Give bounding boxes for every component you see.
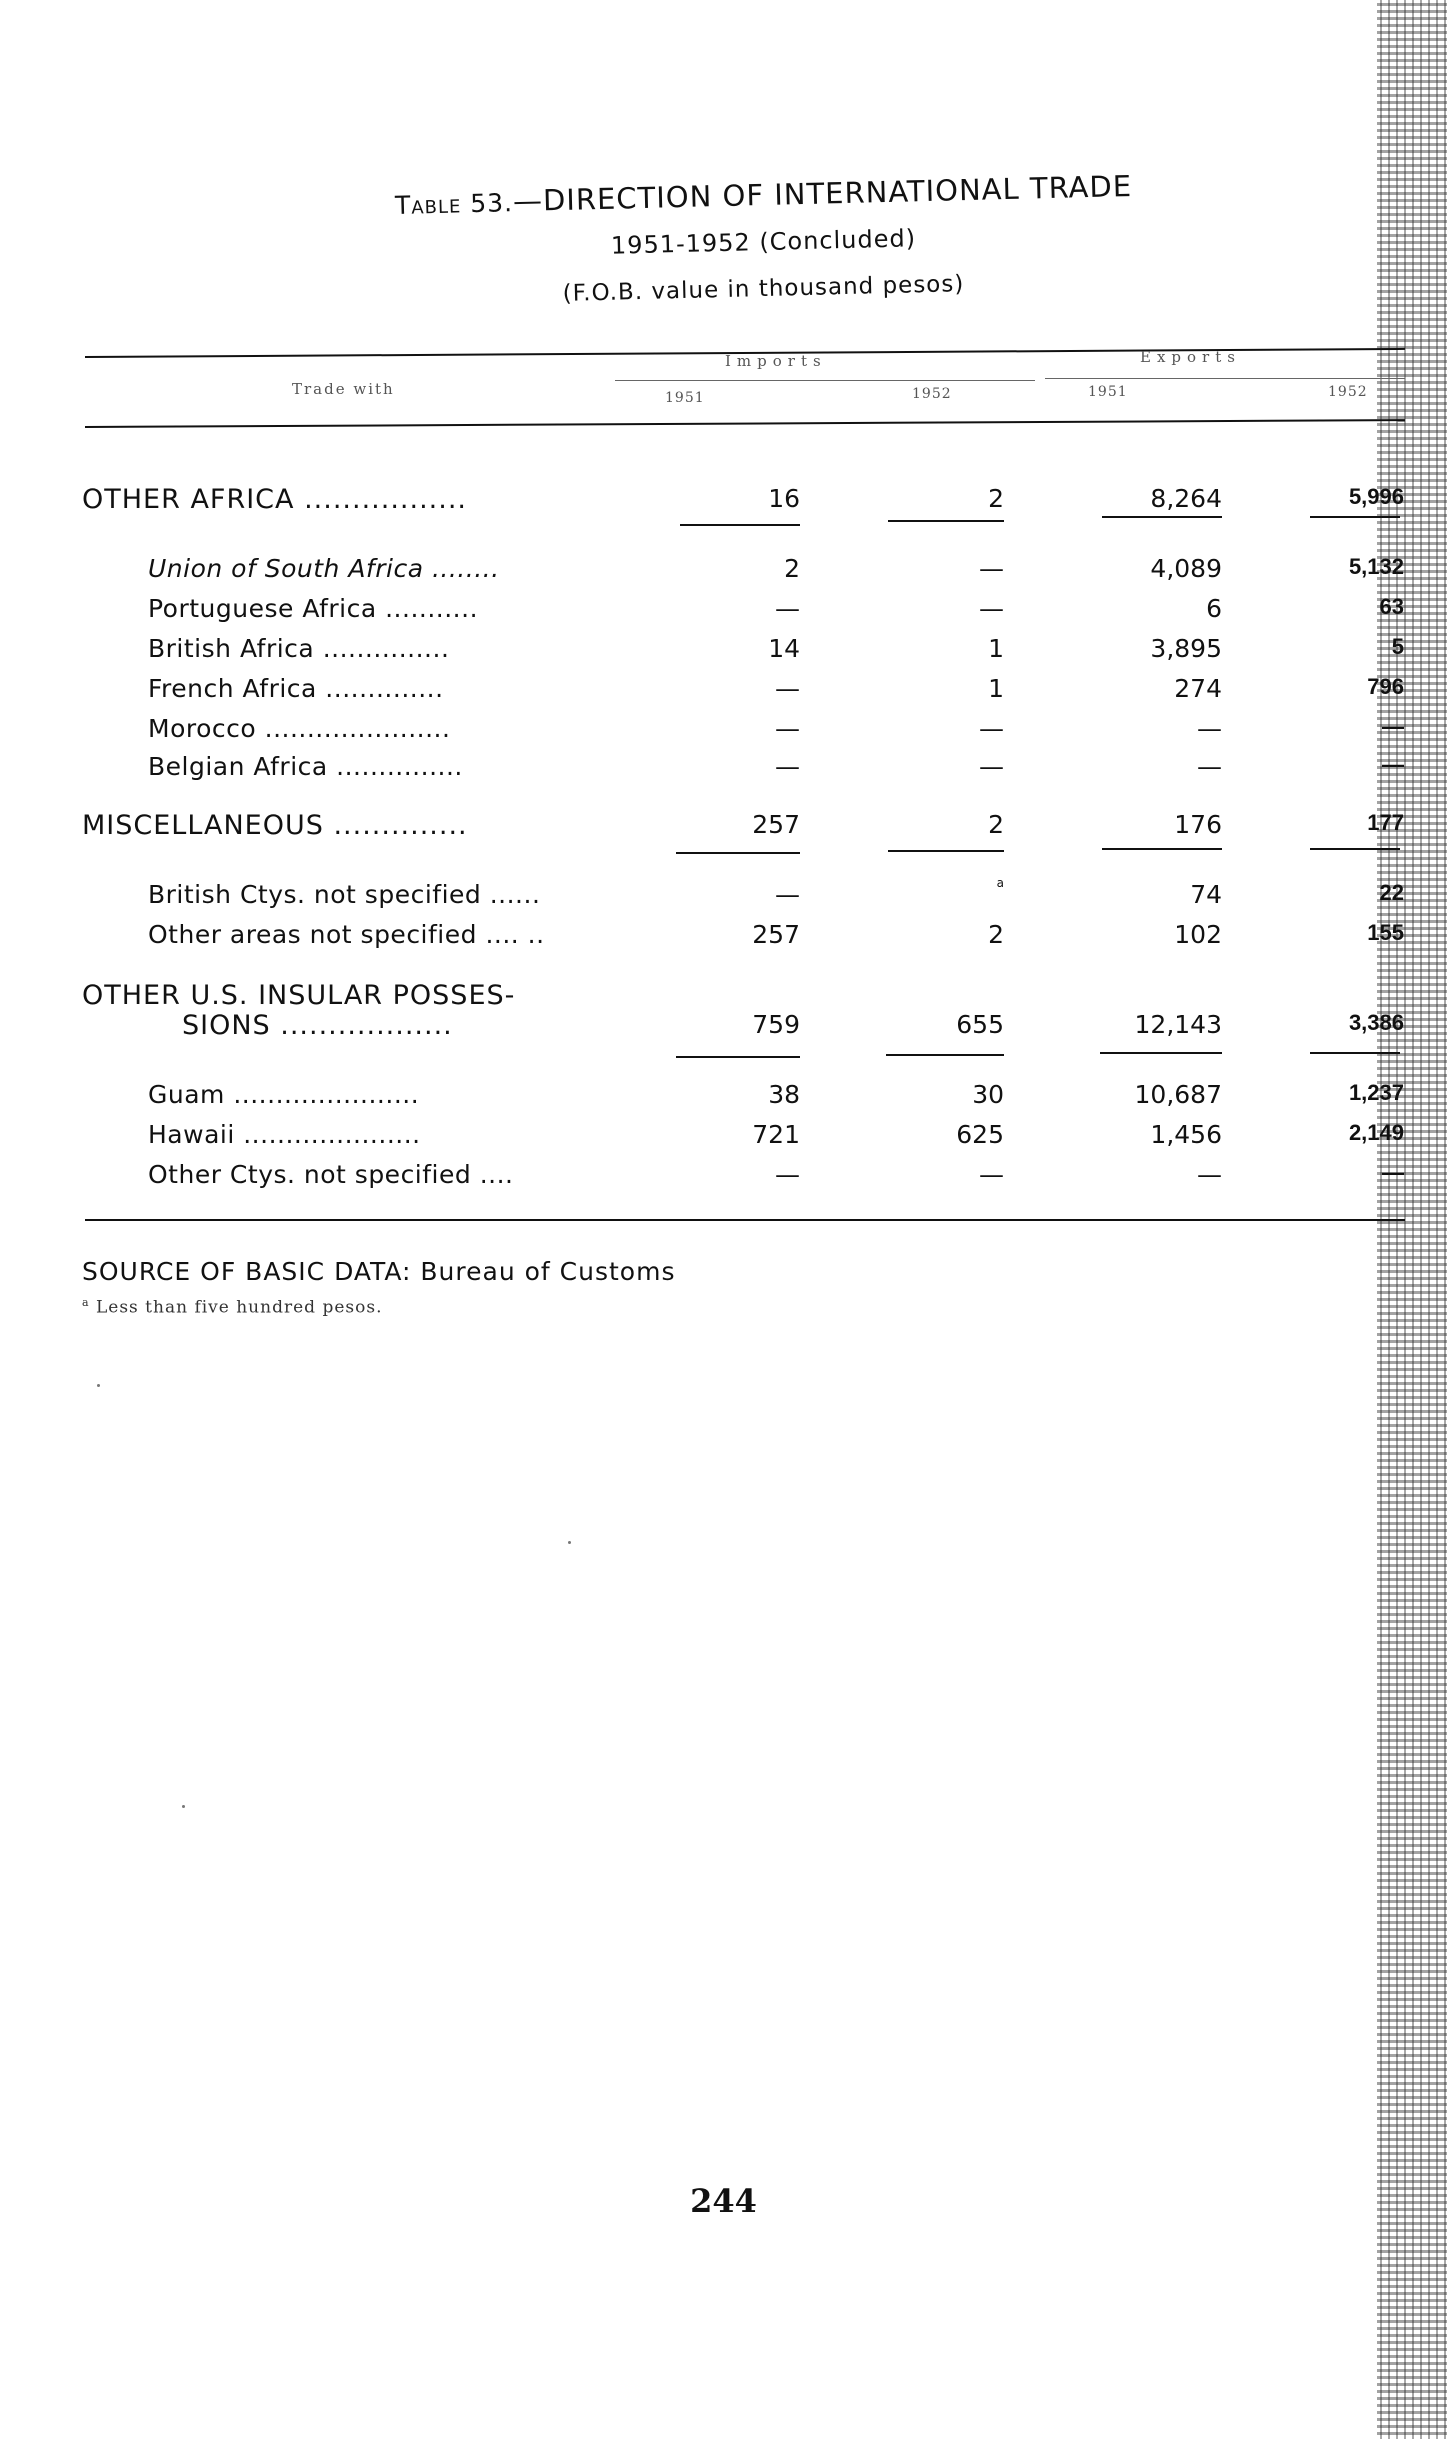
exports-1952-cell: — — [1382, 752, 1404, 777]
exports-1951-cell: 102 — [1174, 920, 1222, 949]
table-row — [0, 674, 1447, 708]
exports-1952-cell: 22 — [1379, 880, 1404, 905]
exports-1952-cell: 177 — [1367, 810, 1404, 835]
row-label: Portuguese Africa ........... — [148, 594, 479, 623]
row-label: Guam ...................... — [148, 1080, 420, 1109]
subtotal-rule — [1102, 848, 1222, 850]
imports-1952-cell: 2 — [988, 810, 1004, 839]
header-exports-1951: 1951 — [1088, 384, 1128, 400]
exports-1952-cell: 3,386 — [1348, 1010, 1404, 1035]
scan-speck — [182, 1805, 185, 1808]
subtotal-rule — [886, 1054, 1004, 1056]
table-bottom-rule — [85, 1219, 1405, 1221]
row-label: OTHER AFRICA ................. — [82, 484, 467, 515]
subtotal-rule — [888, 850, 1004, 852]
table-row — [0, 876, 1447, 914]
exports-1951-cell: 3,895 — [1150, 634, 1222, 663]
subtotal-rule — [1310, 1052, 1400, 1054]
exports-1951-cell: 10,687 — [1134, 1080, 1222, 1109]
imports-1951-cell: — — [775, 594, 800, 623]
imports-1951-cell: 38 — [768, 1080, 800, 1109]
imports-1952-cell: — — [979, 714, 1004, 743]
imports-1951-cell: 759 — [752, 1010, 800, 1039]
subtotal-rule — [1100, 1052, 1222, 1054]
row-label: Hawaii ..................... — [148, 1120, 421, 1149]
row-label: Belgian Africa ............... — [148, 752, 463, 781]
imports-1951-cell: — — [775, 674, 800, 703]
exports-1952-cell: 63 — [1379, 594, 1404, 619]
exports-1951-cell: 176 — [1174, 810, 1222, 839]
exports-group-rule — [1045, 378, 1405, 379]
table-row — [0, 594, 1447, 628]
row-label: Other Ctys. not specified .... — [148, 1160, 514, 1189]
imports-1951-cell: 721 — [752, 1120, 800, 1149]
table-row — [0, 980, 1447, 1014]
exports-1951-cell: 12,143 — [1134, 1010, 1222, 1039]
imports-1951-cell: — — [775, 714, 800, 743]
imports-1952-cell: 2 — [988, 920, 1004, 949]
table-row — [0, 810, 1447, 844]
scan-speck — [97, 1384, 100, 1387]
subtotal-rule — [888, 520, 1004, 522]
imports-1952-cell: 30 — [972, 1080, 1004, 1109]
imports-1951-cell: — — [775, 1160, 800, 1189]
table-row — [0, 1160, 1447, 1194]
header-exports: Exports — [1140, 348, 1241, 366]
exports-1951-cell: — — [1197, 752, 1222, 781]
imports-1951-cell: 257 — [752, 810, 800, 839]
imports-1951-cell: — — [775, 752, 800, 781]
subtotal-rule — [676, 852, 800, 854]
imports-1952-cell: 1 — [988, 674, 1004, 703]
exports-1952-cell: 2,149 — [1348, 1120, 1404, 1145]
table-row — [0, 714, 1447, 748]
table-row — [0, 1120, 1447, 1154]
imports-1952-cell: a — [996, 876, 1004, 890]
footnote-text: Less than five hundred pesos. — [95, 1297, 383, 1318]
subtotal-rule — [1310, 848, 1400, 850]
row-label: MISCELLANEOUS .............. — [82, 810, 468, 841]
imports-1952-cell: — — [979, 554, 1004, 583]
subtotal-rule — [676, 1056, 800, 1058]
table-row — [0, 1010, 1447, 1044]
header-imports: Imports — [725, 352, 827, 370]
footnote-marker: a — [82, 1296, 90, 1309]
subtotal-rule — [1310, 516, 1400, 518]
row-label-continuation: SIONS .................. — [182, 1010, 453, 1041]
row-label: French Africa .............. — [148, 674, 444, 703]
table-label: Table 53. — [394, 188, 514, 221]
row-label: Morocco ...................... — [148, 714, 451, 743]
header-bottom-rule — [85, 419, 1405, 428]
exports-1951-cell: 1,456 — [1150, 1120, 1222, 1149]
imports-1952-cell: — — [979, 752, 1004, 781]
imports-1952-cell: 655 — [956, 1010, 1004, 1039]
table-row — [0, 484, 1447, 518]
table-row — [0, 752, 1447, 786]
row-label: British Ctys. not specified ...... — [148, 880, 541, 909]
row-label: Union of South Africa ........ — [148, 554, 500, 583]
scan-speck — [568, 1541, 571, 1544]
exports-1952-cell: 796 — [1367, 674, 1404, 699]
imports-group-rule — [615, 380, 1035, 381]
header-exports-1952: 1952 — [1328, 384, 1368, 400]
exports-1951-cell: 6 — [1206, 594, 1222, 623]
exports-1951-cell: — — [1197, 714, 1222, 743]
exports-1952-cell: — — [1382, 1160, 1404, 1185]
imports-1952-cell: — — [979, 594, 1004, 623]
subtotal-rule — [1102, 516, 1222, 518]
imports-1951-cell: 14 — [768, 634, 800, 663]
table-title-text: —DIRECTION OF INTERNATIONAL TRADE — [512, 168, 1133, 219]
row-label: OTHER U.S. INSULAR POSSES- — [82, 980, 516, 1011]
table-subtitle: 1951-1952 (Concluded) — [610, 224, 917, 260]
header-imports-1951: 1951 — [665, 390, 705, 406]
exports-1952-cell: 1,237 — [1348, 1080, 1404, 1105]
exports-1952-cell: 5,996 — [1348, 484, 1404, 509]
subtotal-rule — [680, 524, 800, 526]
exports-1951-cell: 74 — [1190, 880, 1222, 909]
exports-1951-cell: — — [1197, 1160, 1222, 1189]
page-number: 244 — [690, 2182, 757, 2220]
imports-1951-cell: 2 — [784, 554, 800, 583]
exports-1951-cell: 274 — [1174, 674, 1222, 703]
imports-1951-cell: 257 — [752, 920, 800, 949]
imports-1952-cell: 2 — [988, 484, 1004, 513]
imports-1951-cell: 16 — [768, 484, 800, 513]
source-note: SOURCE OF BASIC DATA: Bureau of Customs — [82, 1257, 676, 1286]
table-row — [0, 920, 1447, 954]
row-label: British Africa ............... — [148, 634, 450, 663]
exports-1952-cell: — — [1382, 714, 1404, 739]
table-units: (F.O.B. value in thousand pesos) — [562, 271, 965, 307]
header-trade-with: Trade with — [292, 380, 395, 398]
imports-1952-cell: 1 — [988, 634, 1004, 663]
table-row — [0, 554, 1447, 588]
imports-1951-cell: — — [775, 880, 800, 909]
exports-1951-cell: 4,089 — [1150, 554, 1222, 583]
exports-1952-cell: 155 — [1367, 920, 1404, 945]
imports-1952-cell: 625 — [956, 1120, 1004, 1149]
exports-1952-cell: 5,132 — [1348, 554, 1404, 579]
header-imports-1952: 1952 — [912, 386, 952, 402]
table-row — [0, 634, 1447, 668]
row-label: Other areas not specified .... .. — [148, 920, 545, 949]
table-row — [0, 1080, 1447, 1114]
footnote — [82, 1296, 382, 1318]
exports-1952-cell: 5 — [1391, 634, 1404, 659]
imports-1952-cell: — — [979, 1160, 1004, 1189]
exports-1951-cell: 8,264 — [1150, 484, 1222, 513]
